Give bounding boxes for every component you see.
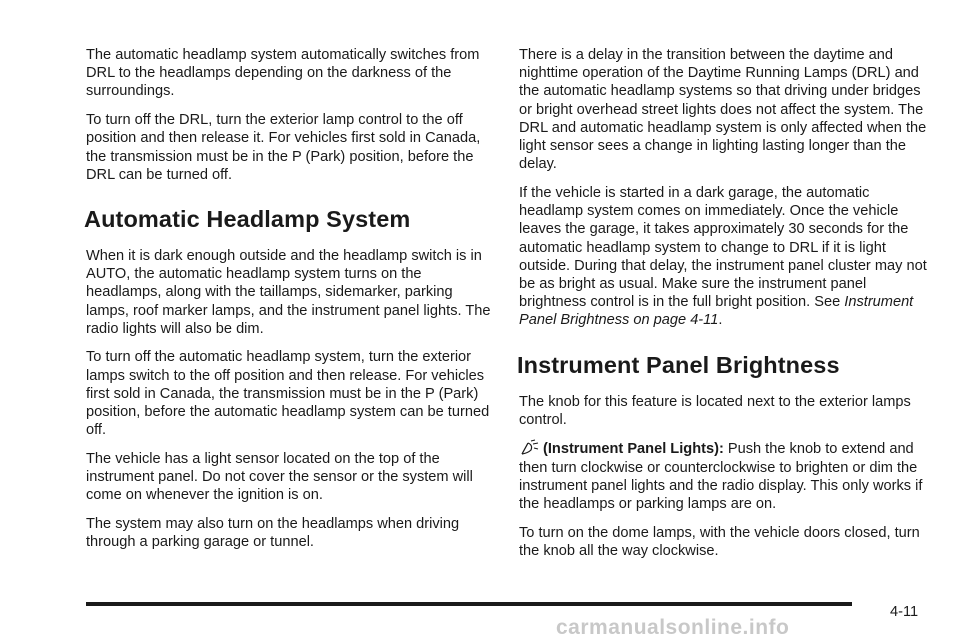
- paragraph: To turn on the dome lamps, with the vehicle doors closed, turn the knob all the way clockwise.: [519, 524, 920, 559]
- left-column: [86, 46, 494, 562]
- paragraph: The vehicle has a light sensor located on the top of the instrument panel. Do not cover the sensor or the system will come on whenever the ignition is on.: [86, 450, 473, 504]
- paragraph: [519, 184, 929, 330]
- paragraph: There is a delay in the transition between the daytime and nighttime operation of the Daytime Running Lamps (DRL) and the automatic headlamp systems so that driving under bridges or bright overhead street lights does not affect the system. The DRL and automatic headlamp system is only affected when the light sensor sees a change in lighting lasting longer than the delay.: [519, 47, 927, 173]
- paragraph-text: If the vehicle is started in a dark garage, the automatic headlamp system comes on immediately. Once the vehicle leaves the garage, it takes approximately 30 seconds for the automatic headlamp system to change to DRL if it is light outside. During that delay, the instrument panel cluster may not be as bright as usual. Make sure the instrument panel brightness control is in the full bright position. See: [519, 184, 927, 311]
- paragraph: To turn off the DRL, turn the exterior lamp control to the off position and then release it. For vehicles first sold in Canada, the transmission must be in the P (Park) position, before the DRL can be turned off.: [86, 112, 481, 183]
- cross-reference-link[interactable]: Instrument Panel Brightness on page 4-11: [519, 294, 914, 329]
- paragraph: The automatic headlamp system automatically switches from DRL to the headlamps depending on the darkness of the surroundings.: [86, 47, 480, 100]
- paragraph-end: .: [718, 312, 723, 329]
- instrument-panel-lights-icon: [519, 439, 539, 457]
- footer-rule: [86, 602, 852, 606]
- paragraph: [519, 439, 929, 513]
- page-number: 4-11: [890, 604, 919, 620]
- paragraph: To turn off the automatic headlamp system, turn the exterior lamps switch to the off position and then release. For vehicles first sold in Canada, the transmission must be in the P (Park) position, before the automatic headlamp system can be turned off.: [86, 349, 490, 439]
- feature-label: (Instrument Panel Lights):: [543, 441, 724, 458]
- paragraph: The knob for this feature is located next to the exterior lamps control.: [519, 393, 911, 428]
- watermark: carmanualsonline.info: [556, 616, 790, 639]
- section-heading-automatic-headlamp-system: Automatic Headlamp System: [84, 205, 411, 232]
- paragraph: When it is dark enough outside and the headlamp switch is in AUTO, the automatic headlamp system turns on the headlamps, along with the taillamps, sidemarker, parking lamps, roof marker lamps, and the instrument panel lights. The radio lights will also be dim.: [86, 247, 491, 337]
- paragraph: The system may also turn on the headlamps when driving through a parking garage or tunnel.: [86, 516, 460, 551]
- paragraph-text: Push the knob to extend and then turn clockwise or counterclockwise to brighten or dim the instrument panel lights and the radio display. This only works if the headlamps or parking lamps are on.: [519, 441, 923, 513]
- right-column: [519, 46, 929, 571]
- section-heading-instrument-panel-brightness: Instrument Panel Brightness: [517, 351, 840, 378]
